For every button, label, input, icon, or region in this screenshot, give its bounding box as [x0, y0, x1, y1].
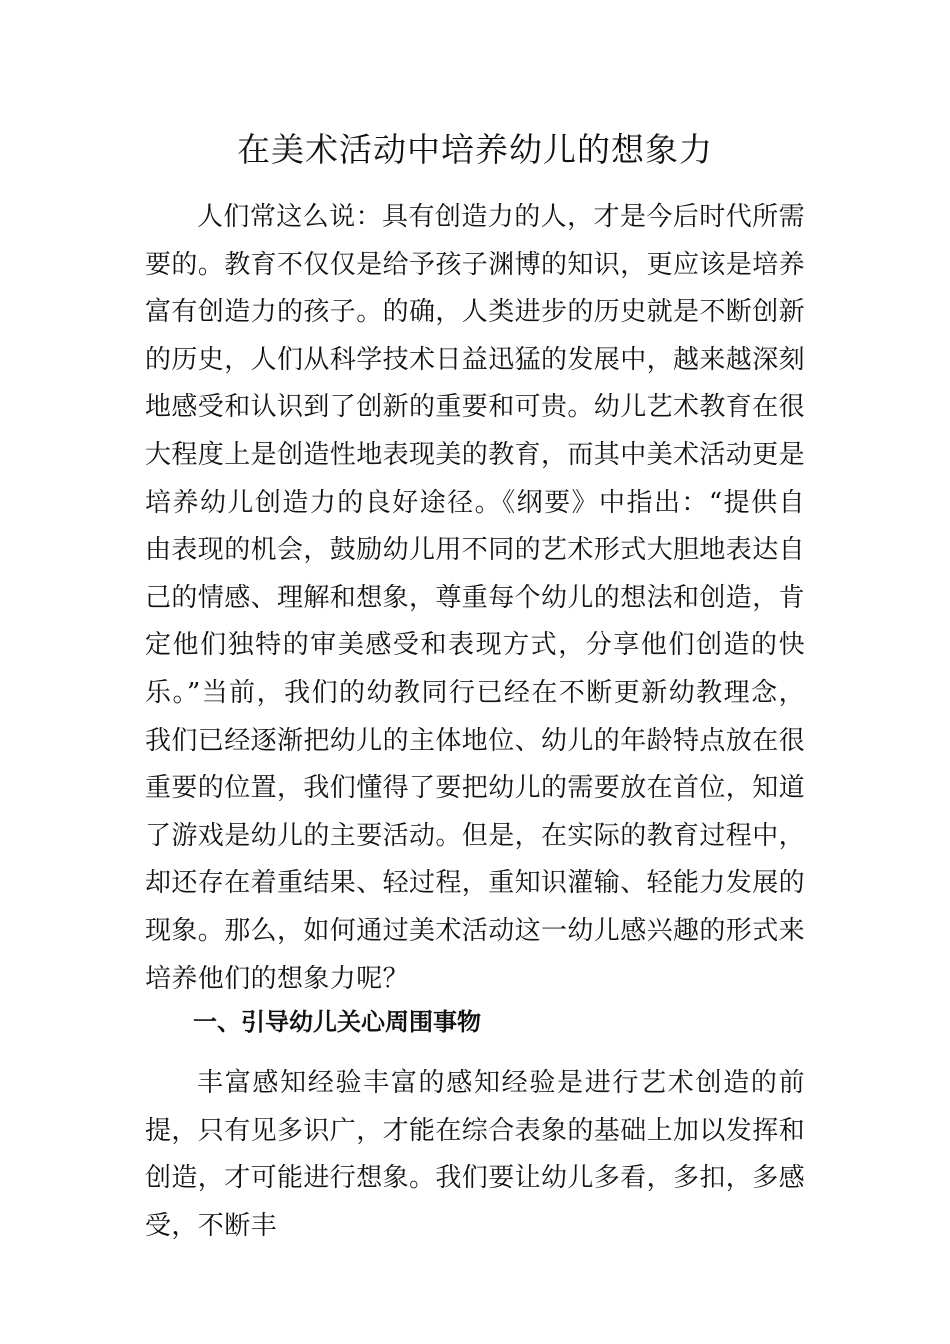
section-heading-1: 一、引导幼儿关心周围事物	[193, 1008, 481, 1036]
section-1-paragraph: 丰富感知经验丰富的感知经验是进行艺术创造的前提，只有见多识广，才能在综合表象的基础上加以发挥和创造，才可能进行想象。我们要让幼儿多看，多扣，多感受，不断丰	[145, 1068, 806, 1241]
intro-paragraph: 人们常这么说：具有创造力的人，才是今后时代所需要的。教育不仅仅是给予孩子渊博的知识，更应该是培养富有创造力的孩子。的确，人类进步的历史就是不断创新的历史，人们从科学技术日益迅猛的发展中，越来越深刻地感受和认识到了创新的重要和可贵。幼儿艺术教育在很大程度上是创造性地表现美的教育，而其中美术活动更是培养幼儿创造力的良好途径。《纲要》中指出：“提供自由表现的机会，鼓励幼儿用不同的艺术形式大胆地表达自己的情感、理解和想象，尊重每个幼儿的想法和创造，肯定他们独特的审美感受和表现方式，分享他们创造的快乐。”当前，我们的幼教同行已经在不断更新幼教理念，我们已经逐渐把幼儿的主体地位、幼儿的年龄特点放在很重要的位置，我们懂得了要把幼儿的需要放在首位，知道了游戏是幼儿的主要活动。但是，在实际的教育过程中，却还存在着重结果、轻过程，重知识灌输、轻能力发展的现象。那么，如何通过美术活动这一幼儿感兴趣的形式来培养他们的想象力呢？	[145, 202, 806, 994]
document-title: 在美术活动中培养幼儿的想象力	[237, 130, 713, 169]
